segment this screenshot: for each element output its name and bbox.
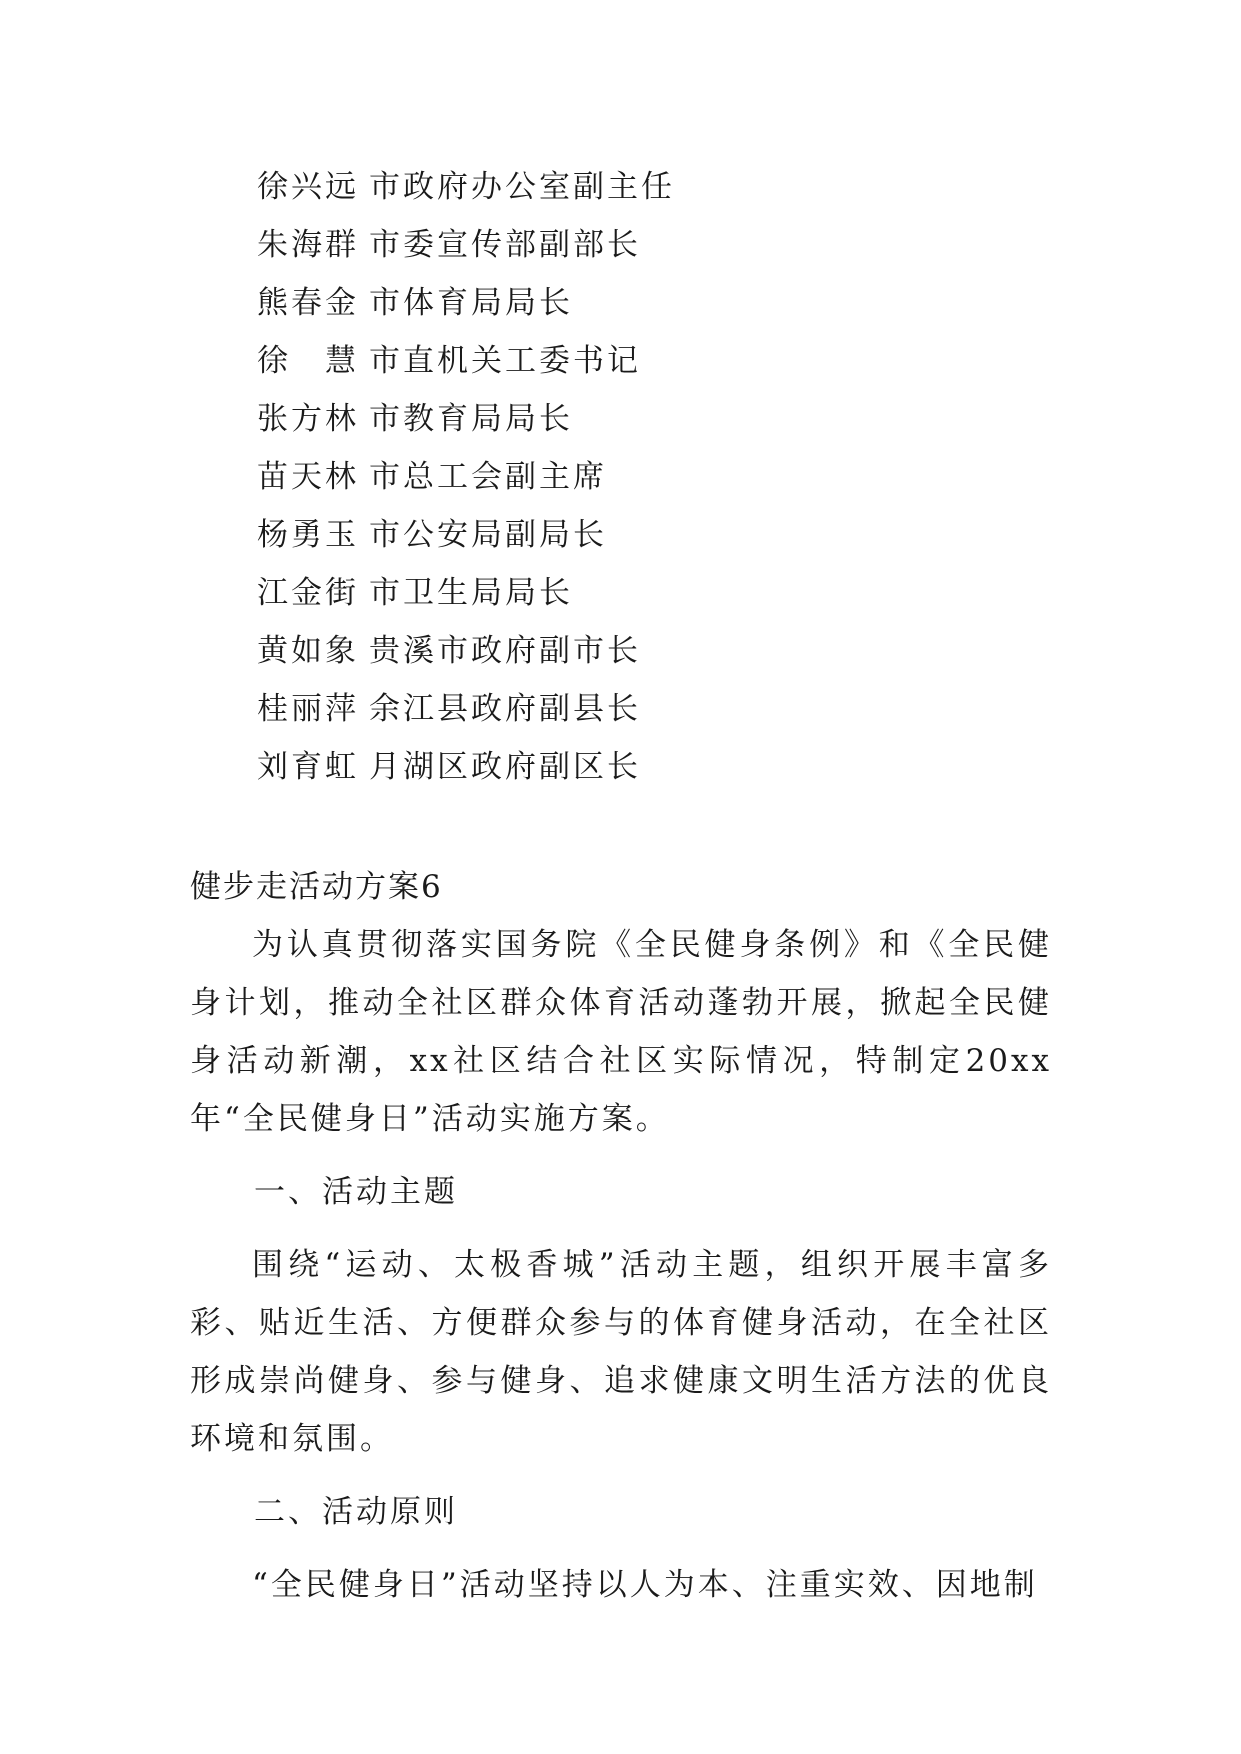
member-title: 市总工会副主席: [369, 459, 607, 495]
member-name: 江金街: [257, 575, 359, 611]
member-name: 张方林: [257, 401, 359, 437]
spacer: [190, 1468, 1052, 1483]
spacer: [190, 1148, 1052, 1163]
member-title: 市政府办公室副主任: [369, 169, 675, 205]
member-row: [257, 564, 1017, 622]
committee-member-list: [257, 158, 1017, 796]
member-title: 贵溪市政府副市长: [369, 633, 641, 669]
document-title: 健步走活动方案6: [190, 869, 443, 905]
section-heading-theme: 一、活动主题: [254, 1174, 458, 1210]
member-row: [257, 216, 1017, 274]
member-row: [257, 506, 1017, 564]
spacer: [190, 1541, 1052, 1556]
member-title: 余江县政府副县长: [369, 691, 641, 727]
member-name: 徐 慧: [257, 343, 359, 379]
member-name: 徐兴远: [257, 169, 359, 205]
member-row: [257, 332, 1017, 390]
member-name: 桂丽萍: [257, 691, 359, 727]
member-row: [257, 274, 1017, 332]
member-name: 黄如象: [257, 633, 359, 669]
spacer: [190, 1221, 1052, 1236]
member-title: 市公安局副局长: [369, 517, 607, 553]
member-row: [257, 738, 1017, 796]
member-title: 市卫生局局长: [369, 575, 573, 611]
member-title: 市体育局局长: [369, 285, 573, 321]
section-body-principles: “全民健身日”活动坚持以人为本、注重实效、因地制: [252, 1567, 1038, 1603]
member-name: 熊春金: [257, 285, 359, 321]
member-row: [257, 448, 1017, 506]
member-title: 市直机关工委书记: [369, 343, 641, 379]
member-title: 市委宣传部副部长: [369, 227, 641, 263]
intro-paragraph: 为认真贯彻落实国务院《全民健身条例》和《全民健身计划，推动全社区群众体育活动蓬勃开展，掀起全民健身活动新潮，xx社区结合社区实际情况，特制定20xx年“全民健身日”活动实施方案。: [190, 927, 1052, 1137]
member-title: 月湖区政府副区长: [369, 749, 641, 785]
section-body-theme: 围绕“运动、太极香城”活动主题，组织开展丰富多彩、贴近生活、方便群众参与的体育健身活动，在全社区形成崇尚健身、参与健身、追求健康文明生活方法的优良环境和氛围。: [190, 1247, 1052, 1457]
plan-document: [190, 858, 1052, 1614]
member-title: 市教育局局长: [369, 401, 573, 437]
member-name: 苗天林: [257, 459, 359, 495]
member-row: [257, 622, 1017, 680]
section-heading-principles: 二、活动原则: [254, 1494, 458, 1530]
member-name: 杨勇玉: [257, 517, 359, 553]
member-name: 刘育虹: [257, 749, 359, 785]
member-row: [257, 390, 1017, 448]
member-row: [257, 158, 1017, 216]
member-row: [257, 680, 1017, 738]
member-name: 朱海群: [257, 227, 359, 263]
